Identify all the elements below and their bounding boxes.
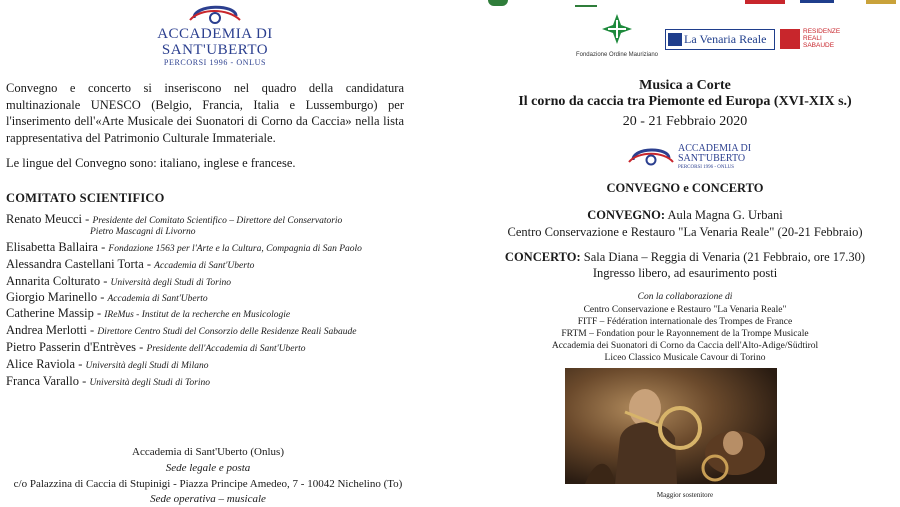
languages-note: Le lingue del Convegno sono: italiano, inglese e francese. — [6, 156, 296, 170]
logo-name-line1: ACCADEMIA DI — [157, 26, 273, 42]
committee-member: Annarita Colturato - Università degli Studi di Torino — [6, 274, 232, 288]
residenze-logo — [780, 28, 840, 49]
committee-member: Franca Varallo - Università degli Studi di Torino — [6, 374, 210, 388]
member-name: Andrea Merlotti — [6, 323, 87, 337]
seat-address: c/o Palazzina di Caccia di Stupinigi - Piazza Principe Amedeo, 7 - 10042 Nichelino (To) — [13, 478, 403, 490]
member-role: Fondazione 1563 per l'Arte e la Cultura, Compagnia di San Paolo — [108, 244, 362, 254]
collaborator: Liceo Classico Musicale Cavour di Torino — [604, 353, 766, 363]
partner-logo-cropped — [745, 0, 785, 4]
intro-paragraph: Convegno e concerto si inseriscono nel quadro della candidatura multinazionale UNESCO (Belgio, Francia, Italia e Lussemburgo) per l'inserimento dell'«Arte Musicale dei Suonatori di Corno da Caccia» nella lista rappresentativa del Patrimonio Culturale Immateriale. — [6, 81, 404, 145]
member-role: Accademia di Sant'Uberto — [154, 261, 255, 271]
member-role: Università degli Studi di Torino — [89, 378, 210, 388]
hunting-horn-logo-icon — [628, 142, 674, 168]
accademia-logo — [150, 0, 280, 70]
logo-name-line1: ACCADEMIA DI — [678, 143, 752, 154]
member-role: Presidente dell'Accademia di Sant'Uberto — [146, 344, 306, 354]
mauriziano-caption: Fondazione Ordine Mauriziano — [575, 52, 659, 58]
member-name: Renato Meucci — [6, 212, 83, 226]
collaborator: FITF – Fédération internationale des Trompes de France — [577, 317, 793, 327]
member-name: Franca Varallo — [6, 374, 80, 388]
convegno-line — [470, 208, 900, 223]
collaboration-label: Con la collaborazione di — [637, 292, 733, 302]
committee-member: Alice Raviola - Università degli Studi di Milano — [6, 357, 209, 371]
collaborator: Centro Conservazione e Restauro "La Venaria Reale" — [583, 305, 787, 315]
seat-operative-label: Sede operativa – musicale — [150, 493, 266, 505]
member-role: Università degli Studi di Torino — [110, 278, 232, 288]
convegno-place: Aula Magna G. Urbani — [667, 208, 783, 222]
residenze-label — [803, 28, 840, 49]
seat-legal-label: Sede legale e posta — [165, 462, 251, 474]
concerto-admission: Ingresso libero, ad esaurimento posti — [592, 266, 778, 280]
member-role: Direttore Centro Studi del Consorzio delle Residenze Reali Sabaude — [97, 327, 357, 337]
member-role: Accademia di Sant'Uberto — [107, 294, 208, 304]
venaria-mark-icon — [668, 33, 682, 46]
partner-logo-cropped — [800, 0, 834, 3]
mauriziano-logo — [572, 12, 662, 58]
committee-member: Elisabetta Ballaira - Fondazione 1563 per l'Arte e la Cultura, Compagnia di San Paolo — [6, 240, 362, 254]
collaborator: Accademia dei Suonatori di Corno da Caccia dell'Alto-Adige/Südtirol — [551, 341, 819, 351]
accademia-logo-small — [628, 142, 778, 170]
committee-member: Pietro Passerin d'Entrèves - Presidente dell'Accademia di Sant'Uberto — [6, 340, 306, 354]
member-role: Presidente del Comitato Scientifico – Direttore del Conservatorio — [92, 216, 343, 226]
venaria-logo — [665, 29, 775, 50]
committee-member: Giorgio Marinello - Accademia di Sant'Uberto — [6, 290, 208, 304]
concerto-line — [470, 250, 900, 265]
committee-member: Renato Meucci - Presidente del Comitato Scientifico – Direttore del Conservatorio Pietro Mascagni di Livorno — [6, 212, 343, 237]
committee-heading: COMITATO SCIENTIFICO — [6, 191, 165, 205]
event-title: Musica a Corte — [639, 78, 731, 93]
main-sponsor-label: Maggior sostenitore — [656, 491, 714, 499]
convegno-label: CONVEGNO: — [587, 208, 666, 222]
residenze-word: SABAUDE — [803, 42, 835, 49]
concerto-place: Sala Diana – Reggia di Venaria (21 Febbraio, ore 17.30) — [583, 250, 866, 264]
member-name: Alessandra Castellani Torta — [6, 257, 144, 271]
residenze-word: REALI — [803, 35, 822, 42]
member-role: Università degli Studi di Milano — [85, 361, 209, 371]
painting-image — [565, 368, 777, 484]
committee-member: Catherine Massip - IReMus - Institut de la recherche en Musicologie — [6, 306, 291, 320]
member-role-continued: Pietro Mascagni di Livorno — [90, 227, 196, 237]
partner-logo-cropped — [866, 0, 896, 4]
partner-logo-cropped — [488, 0, 508, 6]
residenze-crest-icon — [780, 29, 800, 49]
member-name: Pietro Passerin d'Entrèves — [6, 340, 137, 354]
hunting-horn-logo-icon — [188, 0, 242, 26]
venaria-label: La Venaria Reale — [684, 32, 767, 46]
member-name: Elisabetta Ballaira — [6, 240, 98, 254]
member-role: IReMus - Institut de la recherche en Musicologie — [104, 310, 291, 320]
event-dates: 20 - 21 Febbraio 2020 — [622, 114, 748, 129]
member-name: Catherine Massip — [6, 306, 94, 320]
logo-name-line2: SANT'UBERTO — [161, 42, 269, 58]
convegno-venue: Centro Conservazione e Restauro "La Venaria Reale" (20-21 Febbraio) — [507, 225, 863, 239]
member-name: Annarita Colturato — [6, 274, 101, 288]
collaborator: FRTM – Fondation pour le Rayonnement de la Trompe Musicale — [561, 329, 809, 339]
section-heading: CONVEGNO e CONCERTO — [606, 181, 764, 195]
member-name: Alice Raviola — [6, 357, 76, 371]
logo-name-line2: SANT'UBERTO — [678, 153, 746, 164]
mauriziano-cross-icon — [600, 12, 634, 46]
partner-logo-cropped — [575, 0, 597, 7]
seat-organization: Accademia di Sant'Uberto (Onlus) — [132, 446, 284, 458]
concerto-label: CONCERTO: — [504, 250, 581, 264]
member-name: Giorgio Marinello — [6, 290, 98, 304]
logo-tagline: PERCORSI 1996 - ONLUS — [163, 58, 267, 67]
event-subtitle: Il corno da caccia tra Piemonte ed Europa (XVI-XIX s.) — [518, 94, 852, 109]
hunting-horn-painting — [565, 368, 777, 484]
residenze-word: RESIDENZE — [803, 28, 841, 35]
logo-tagline: PERCORSI 1996 - ONLUS — [678, 165, 734, 170]
committee-member: Andrea Merlotti - Direttore Centro Studi del Consorzio delle Residenze Reali Sabaude — [6, 323, 357, 337]
committee-member: Alessandra Castellani Torta - Accademia di Sant'Uberto — [6, 257, 255, 271]
